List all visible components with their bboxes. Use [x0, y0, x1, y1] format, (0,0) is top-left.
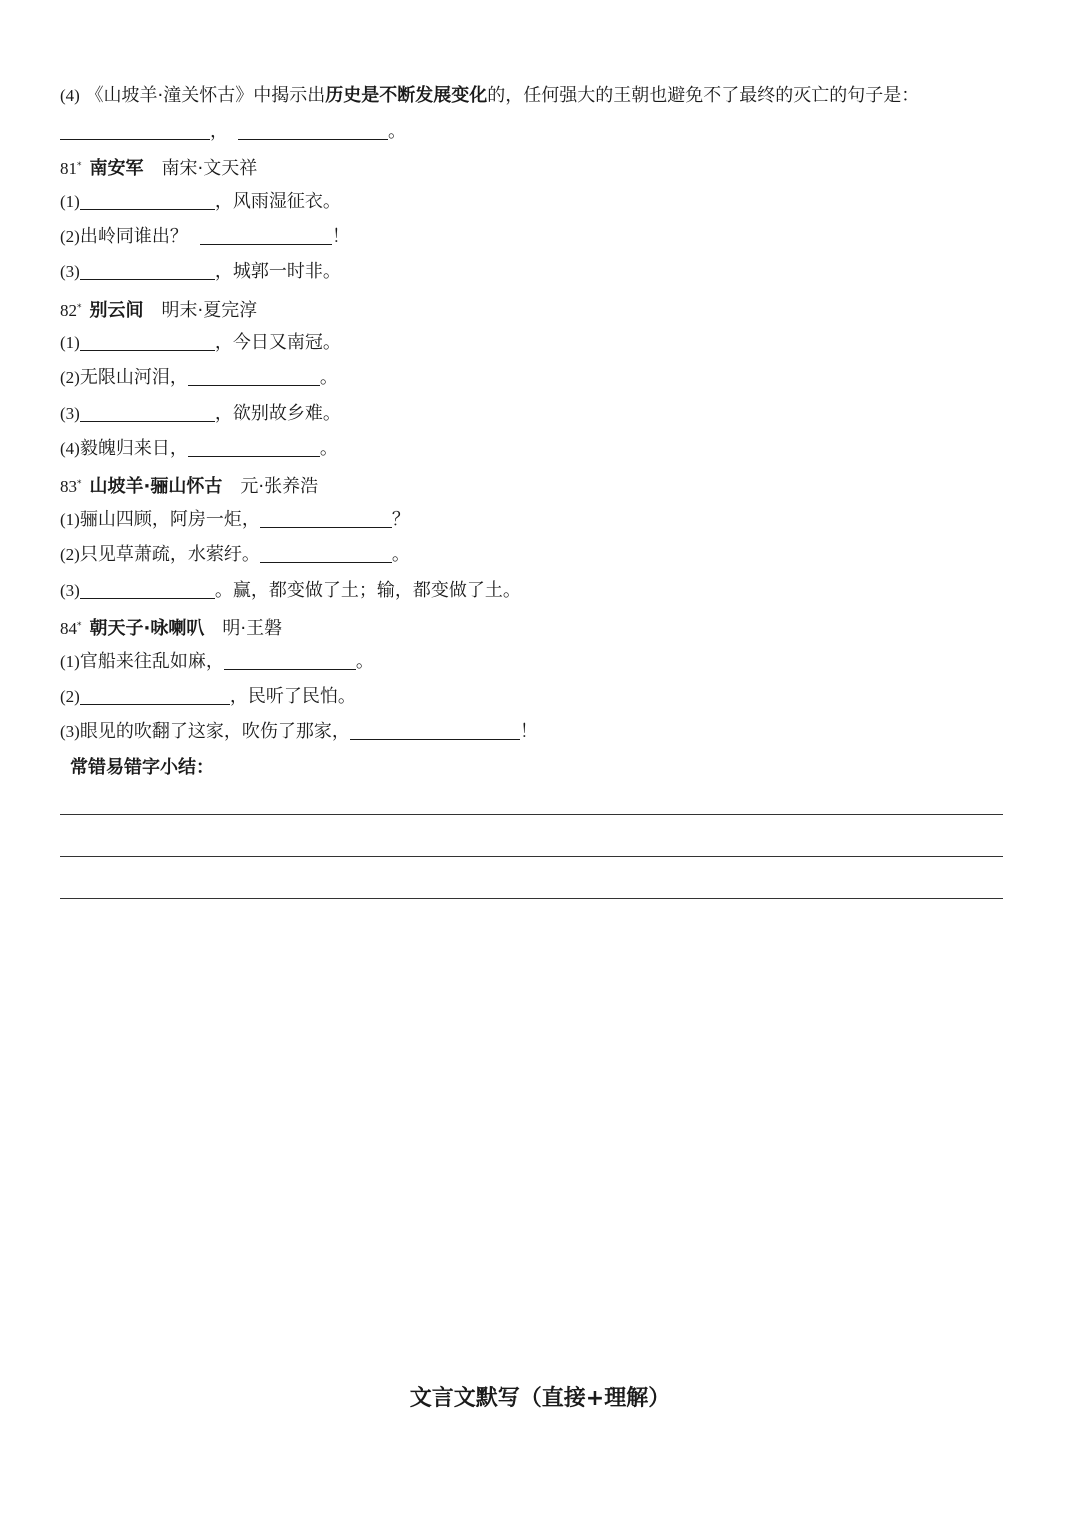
line-text: 只见草萧疏，水萦纡。	[79, 544, 260, 565]
line-text: 眼见的吹翻了这家，吹伤了那家，	[79, 721, 350, 742]
line-end: ？	[391, 509, 410, 530]
poem-line	[60, 225, 350, 251]
poem-heading	[60, 614, 282, 640]
poem-line	[60, 579, 521, 605]
writing-line[interactable]	[60, 814, 1003, 815]
line-number: (2)	[60, 687, 80, 706]
poem-line	[60, 543, 410, 569]
line-end: ！	[519, 721, 538, 742]
poem-title: 朝天子·咏喇叭	[89, 618, 205, 639]
line-number: (4)	[60, 439, 80, 458]
answer-blank[interactable]	[260, 544, 392, 563]
line-number: (2)	[60, 368, 80, 387]
line-text: 毅魄归来日，	[79, 438, 188, 459]
poem-line	[60, 366, 338, 392]
line-end: 。	[319, 438, 338, 459]
poem-line	[60, 650, 374, 676]
question-emphasis: 历史是不断发展变化	[325, 85, 488, 106]
line-number: (1)	[60, 333, 80, 352]
poem-line	[60, 190, 341, 216]
answer-blank[interactable]	[80, 403, 215, 422]
poem-heading	[60, 154, 257, 180]
writing-line[interactable]	[60, 898, 1003, 899]
poem-title: 南安军	[89, 158, 144, 179]
answer-blank[interactable]	[80, 261, 215, 280]
answer-blank[interactable]	[200, 226, 332, 245]
line-number: (1)	[60, 192, 80, 211]
line-text: ，民听了民怕。	[229, 686, 356, 707]
end-mark: 。	[388, 121, 406, 142]
poem-line	[60, 402, 341, 428]
item-number: (4)	[60, 86, 80, 105]
poem-line	[60, 260, 341, 286]
question-text-end: 的，任何强大的王朝也避免不了最终的灭亡的句子是：	[487, 85, 920, 106]
answer-blank[interactable]	[188, 438, 320, 457]
answer-blank[interactable]	[80, 686, 230, 705]
poem-heading	[60, 296, 257, 322]
answer-blank[interactable]	[224, 651, 356, 670]
answer-line-80-4	[60, 120, 406, 146]
poem-author: 明·王磐	[222, 618, 283, 639]
line-end: 。	[391, 544, 410, 565]
writing-line[interactable]	[60, 856, 1003, 857]
line-number: (1)	[60, 510, 80, 529]
answer-blank[interactable]	[80, 191, 215, 210]
star-mark: *	[77, 621, 82, 631]
line-text: 无限山河泪，	[79, 367, 188, 388]
answer-blank[interactable]	[80, 332, 215, 351]
poem-number: 84	[60, 619, 77, 638]
line-text: ，城郭一时非。	[214, 261, 341, 282]
line-text: ，风雨湿征衣。	[214, 191, 341, 212]
line-end: 。	[319, 367, 338, 388]
line-number: (2)	[60, 545, 80, 564]
line-text: 骊山四顾，阿房一炬，	[79, 509, 260, 530]
line-number: (3)	[60, 262, 80, 281]
separator: ，	[210, 121, 228, 142]
poem-number: 82	[60, 301, 77, 320]
line-end: 。	[355, 651, 374, 672]
line-number: (3)	[60, 722, 80, 741]
answer-blank[interactable]	[260, 509, 392, 528]
poem-line	[60, 331, 341, 357]
line-text: ，今日又南冠。	[214, 332, 341, 353]
answer-blank[interactable]	[350, 721, 520, 740]
poem-title: 别云间	[89, 300, 144, 321]
star-mark: *	[77, 303, 82, 313]
poem-line	[60, 508, 410, 534]
section-title: 文言文默写（直接+理解）	[409, 1386, 671, 1411]
line-number: (3)	[60, 581, 80, 600]
line-text: 官船来往乱如麻，	[79, 651, 224, 672]
answer-blank[interactable]	[238, 121, 388, 140]
summary-label: 常错易错字小结：	[70, 757, 214, 778]
poem-number: 81	[60, 159, 77, 178]
poem-number: 83	[60, 477, 77, 496]
question-80-4	[60, 84, 919, 110]
line-number: (2)	[60, 227, 80, 246]
poem-line	[60, 720, 538, 746]
question-text: 《山坡羊·潼关怀古》中揭示出	[85, 85, 326, 106]
poem-heading	[60, 472, 318, 498]
line-end: ！	[331, 226, 350, 247]
star-mark: *	[77, 479, 82, 489]
line-text: ，欲别故乡难。	[214, 403, 341, 424]
star-mark: *	[77, 161, 82, 171]
poem-author: 南宋·文天祥	[161, 158, 258, 179]
line-text: 出岭同谁出？	[79, 226, 188, 247]
line-number: (3)	[60, 404, 80, 423]
poem-line	[60, 437, 338, 463]
line-number: (1)	[60, 652, 80, 671]
line-text: 。赢，都变做了土；输，都变做了土。	[214, 580, 521, 601]
answer-blank[interactable]	[188, 367, 320, 386]
answer-blank[interactable]	[60, 121, 210, 140]
poem-author: 元·张养浩	[240, 476, 319, 497]
poem-title: 山坡羊·骊山怀古	[89, 476, 223, 497]
poem-line	[60, 685, 356, 711]
answer-blank[interactable]	[80, 580, 215, 599]
poem-author: 明末·夏完淳	[161, 300, 258, 321]
